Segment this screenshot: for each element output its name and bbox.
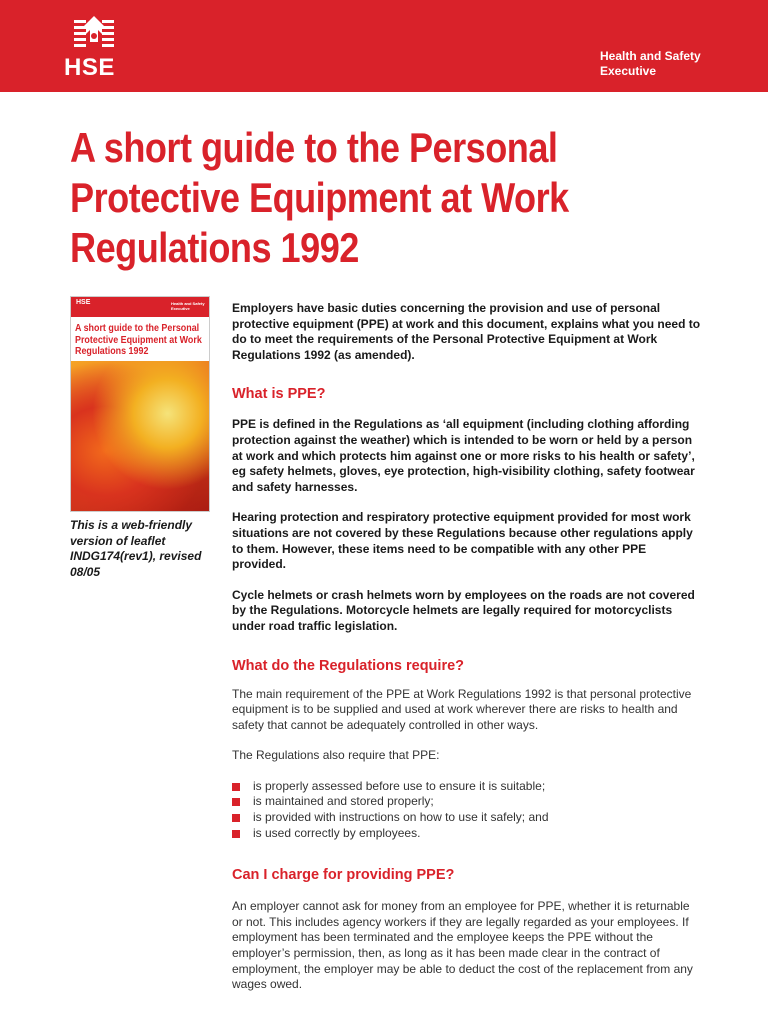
list-item-text: is maintained and stored properly; (253, 794, 434, 809)
hse-logo-mark-icon (68, 14, 118, 58)
list-item-text: is provided with instructions on how to use it safely; and (253, 810, 549, 825)
ppe-definition-paragraph: PPE is defined in the Regulations as ‘all equipment (including clothing affording protection against the weather) which is intended to be worn or held by a person at work and which protects him against one or more risks to his health or safety’, eg safety helmets, gloves, eye protection, high-visibility clothing, safety footwear and safety harnesses. (232, 417, 695, 494)
org-name: Health and Safety Executive (600, 49, 701, 78)
cover-org-name: Health and Safety Executive (171, 301, 205, 311)
requirements-list (232, 779, 702, 841)
list-item-text: is used correctly by employees. (253, 825, 421, 840)
list-item (232, 810, 702, 826)
main-requirement-paragraph: The main requirement of the PPE at Work Regulations 1992 is that personal protective equipment is to be supplied and used at work wherever there are risks to health and safety that cannot be adequately controlled in other ways. (232, 686, 692, 732)
section-heading-charge-for-ppe: Can I charge for providing PPE? (232, 867, 455, 884)
bullet-square-icon (232, 814, 240, 822)
bullet-square-icon (232, 830, 240, 838)
cover-header (71, 297, 209, 317)
charging-paragraph: An employer cannot ask for money from an employee for PPE, whether it is returnable or not. This includes agency workers if they are legally regarded as your employees. If employment has been terminated and the employee keeps the PPE without the employer’s permission, then, as long as it has been made clear in the contract of employment, the employer may be able to deduct the cost of the replacement from any wages owed. (232, 899, 693, 992)
also-require-paragraph: The Regulations also require that PPE: (232, 748, 440, 763)
header-bar (0, 0, 768, 92)
list-item (232, 794, 702, 810)
list-item-text: is properly assessed before use to ensure it is suitable; (253, 778, 546, 793)
cover-logo-text: HSE (76, 299, 91, 306)
hearing-protection-paragraph: Hearing protection and respiratory protective equipment provided for most work situations are not covered by these Regulations because other regulations apply to them. However, these items need to be compatible with any other PPE provided. (232, 510, 693, 572)
page-title: A short guide to the Personal Protective Equipment at Work Regulations 1992 (70, 124, 569, 271)
bullet-square-icon (232, 783, 240, 791)
hse-logo (64, 14, 128, 80)
list-item (232, 779, 702, 795)
main-content (232, 301, 702, 993)
helmets-paragraph: Cycle helmets or crash helmets worn by employees on the roads are not covered by the Regulations. Motorcycle helmets are legally required for motorcyclists under road traffic legislation. (232, 587, 695, 633)
cover-title: A short guide to the Personal Protective Equipment at Work Regulations 1992 (75, 322, 202, 357)
section-heading-what-is-ppe: What is PPE? (232, 386, 326, 403)
leaflet-cover-image (70, 296, 210, 512)
logo-text: HSE (64, 54, 115, 81)
cover-caption: This is a web-friendly version of leaflet INDG174(rev1), revised 08/05 (70, 518, 202, 579)
section-heading-regulations-require: What do the Regulations require? (232, 657, 465, 674)
list-item (232, 826, 702, 842)
cover-photo (71, 361, 209, 511)
bullet-square-icon (232, 798, 240, 806)
intro-paragraph: Employers have basic duties concerning the provision and use of personal protective equipment (PPE) at work and this document, explains what you need to do to meet the requirements of the Personal Protective Equipment at Work Regulations 1992 (as amended). (232, 301, 701, 362)
